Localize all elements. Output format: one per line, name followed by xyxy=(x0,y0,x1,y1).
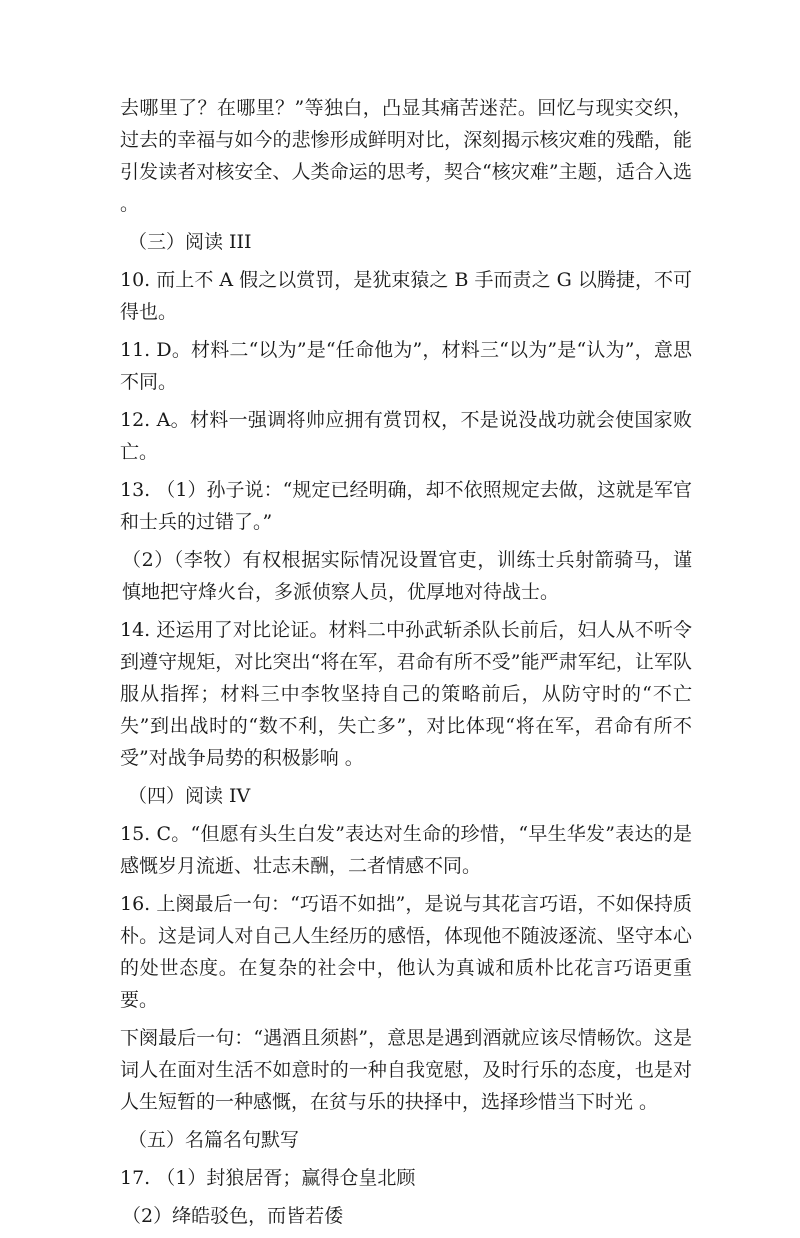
document-page xyxy=(120,92,692,1238)
section-heading-reading-3: （三）阅读 III xyxy=(128,231,252,253)
answer-17-part-1: 17. （1）封狼居胥；赢得仓皇北顾 xyxy=(120,1167,416,1189)
answer-13-part-1: 13. （1）孙子说：“规定已经明确，却不依照规定去做，这就是军官和士兵的过错了。” xyxy=(120,479,692,533)
answer-16-upper: 16. 上阕最后一句：“巧语不如拙”，是说与其花言巧语，不如保持质朴。这是词人对自己人生经历的感悟，体现他不随波逐流、坚守本心的处世态度。在复杂的社会中，他认为真诚和质朴比花言巧语更重要。 xyxy=(120,893,692,1011)
answer-17-part-2: （2）绛皓驳色，而皆若倭 xyxy=(122,1205,344,1227)
answer-14: 14. 还运用了对比论证。材料二中孙武斩杀队长前后，妇人从不听令到遵守规矩，对比突出“将在军，君命有所不受”能严肃军纪，让军队服从指挥；材料三中李牧坚持自己的策略前后，从防守时的“不亡失”到出战时的“数不利，失亡多”，对比体现“将在军，君命有所不受”对战争局势的积极影响 。 xyxy=(120,619,692,769)
answer-11: 11. D。材料二“以为”是“任命他为”，材料三“以为”是“认为”，意思不同。 xyxy=(120,339,692,393)
answer-15: 15. C。“但愿有头生白发”表达对生命的珍惜，“早生华发”表达的是感慨岁月流逝、壮志未酬，二者情感不同。 xyxy=(120,823,692,877)
answer-10: 10. 而上不 A 假之以赏罚，是犹束猿之 B 手而责之 G 以腾捷，不可得也。 xyxy=(120,269,692,323)
answer-16-lower: 下阕最后一句：“遇酒且须斟”，意思是遇到酒就应该尽情畅饮。这是词人在面对生活不如意时的一种自我宽慰，及时行乐的态度，也是对人生短暂的一种感慨，在贫与乐的抉择中，选择珍惜当下时光 。 xyxy=(120,1027,692,1113)
section-heading-reading-4: （四）阅读 IV xyxy=(128,785,251,807)
answer-12: 12. A。材料一强调将帅应拥有赏罚权，不是说没战功就会使国家败亡。 xyxy=(120,409,692,463)
section-heading-famous-lines: （五）名篇名句默写 xyxy=(128,1129,300,1151)
answer-13-part-2: （2）（李牧）有权根据实际情况设置官吏，训练士兵射箭骑马，谨慎地把守烽火台，多派侦察人员，优厚地对待战士。 xyxy=(122,549,692,603)
paragraph-core-disaster-analysis: 去哪里了？在哪里？”等独白，凸显其痛苦迷茫。回忆与现实交织，过去的幸福与如今的悲惨形成鲜明对比，深刻揭示核灾难的残酷，能引发读者对核安全、人类命运的思考，契合“核灾难”主题，适合入选 。 xyxy=(120,97,692,215)
